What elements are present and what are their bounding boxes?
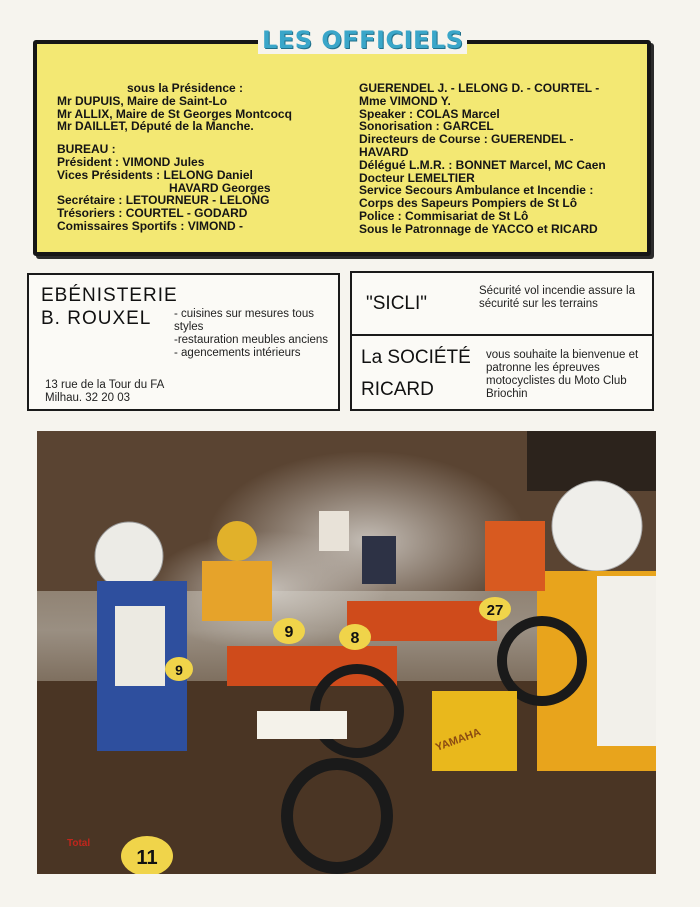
motocross-photo [37, 431, 656, 874]
plate-number: 11 [136, 847, 158, 869]
officials-panel [33, 40, 651, 256]
person-dark-jacket [362, 536, 396, 584]
plate-number: 9 [175, 662, 183, 678]
rouxel-address [45, 379, 164, 404]
number-plate [165, 657, 193, 681]
officials-line: Directeurs de Course : GUERENDEL - [359, 132, 574, 147]
officials-line: Speaker : COLAS Marcel [359, 106, 500, 121]
plate-number: 8 [350, 630, 360, 647]
officials-line: Mme VIMOND Y. [359, 93, 451, 108]
front-fender [257, 711, 347, 739]
officials-line: sous la Présidence : [127, 81, 244, 95]
officials-line: Police : Commisariat de St Lô [359, 208, 529, 223]
rouxel-service: -restauration meubles anciens [174, 334, 329, 346]
plate-number: 9 [284, 624, 294, 641]
officials-line: Président : VIMOND Jules [57, 154, 205, 169]
rider-yellow-jersey [202, 561, 272, 621]
number-plate [273, 618, 305, 644]
rider-helmet [95, 522, 163, 590]
ricard-name [361, 342, 471, 406]
officials-line: Mr DAILLET, Député de la Manche. [57, 119, 254, 134]
rouxel-service: - cuisines sur mesures tous styles [174, 308, 314, 333]
officials-line: Mr DUPUIS, Maire de Saint-Lo [57, 93, 228, 108]
rider-bib [115, 606, 165, 686]
motocross-scene [37, 431, 656, 874]
ad-sicli [350, 271, 654, 336]
ad-ricard [350, 334, 654, 411]
officials-line: Sous le Patronnage de YACCO et RICARD [359, 221, 598, 236]
officials-left-column [57, 82, 347, 233]
brand-label: YAMAHA [433, 726, 483, 754]
officials-line: Corps des Sapeurs Pompiers de St Lô [359, 196, 578, 211]
officials-line: Mr ALLIX, Maire de St Georges Montcocq [57, 106, 292, 121]
officials-line: Vices Présidents : LELONG Daniel [57, 167, 253, 182]
rouxel-address-line2: Milhau. 32 20 03 [45, 391, 131, 404]
officials-right-column [359, 82, 641, 236]
number-plate [479, 597, 511, 621]
officials-line: Délégué L.M.R. : BONNET Marcel, MC Caen [359, 157, 606, 172]
brand-label: Total [67, 838, 91, 849]
officials-line: HAVARD Georges [169, 180, 271, 195]
sicli-name: "SICLI" [366, 293, 428, 314]
rouxel-name-line2: B. ROUXEL [41, 308, 152, 329]
number-plate [339, 624, 371, 650]
rouxel-name-line1: EBÉNISTERIE [41, 285, 178, 306]
rouxel-address-line1: 13 rue de la Tour du FA [45, 379, 165, 391]
plate-number: 27 [486, 602, 504, 619]
ricard-text: vous souhaite la bienvenue et patronne les épreuves motocyclistes du Moto Club Briochin [486, 349, 639, 400]
page-title: LES OFFICIELS [258, 26, 467, 54]
officials-line: HAVARD [359, 144, 409, 159]
ad-rouxel [27, 273, 340, 411]
rider-bib [597, 576, 656, 746]
officials-line: Docteur LEMELTIER [359, 170, 475, 185]
rider-helmet [552, 481, 642, 571]
officials-line: BUREAU : [57, 142, 116, 157]
ricard-name-line1: La SOCIÉTÉ [361, 347, 471, 368]
officials-line: Trésoriers : COURTEL - GODARD [57, 206, 248, 221]
rider-orange-jersey [485, 521, 545, 591]
person-white-jacket [319, 511, 349, 551]
rouxel-services [174, 308, 334, 360]
rider-helmet [217, 521, 257, 561]
rouxel-service: - agencements intérieurs [174, 347, 301, 359]
officials-line: Sonorisation : GARCEL [359, 119, 494, 134]
rouxel-name [41, 284, 178, 330]
sicli-text: Sécurité vol incendie assure la sécurité sur les terrains [479, 285, 635, 310]
officials-line: GUERENDEL J. - LELONG D. - COURTEL - [359, 81, 600, 95]
officials-line: Service Secours Ambulance et Incendie : [359, 183, 594, 198]
motorbike [227, 646, 397, 686]
officials-line: Comissaires Sportifs : VIMOND - [57, 218, 244, 233]
ricard-name-line2: RICARD [361, 379, 434, 400]
officials-line: Secrétaire : LETOURNEUR - LELONG [57, 193, 270, 208]
